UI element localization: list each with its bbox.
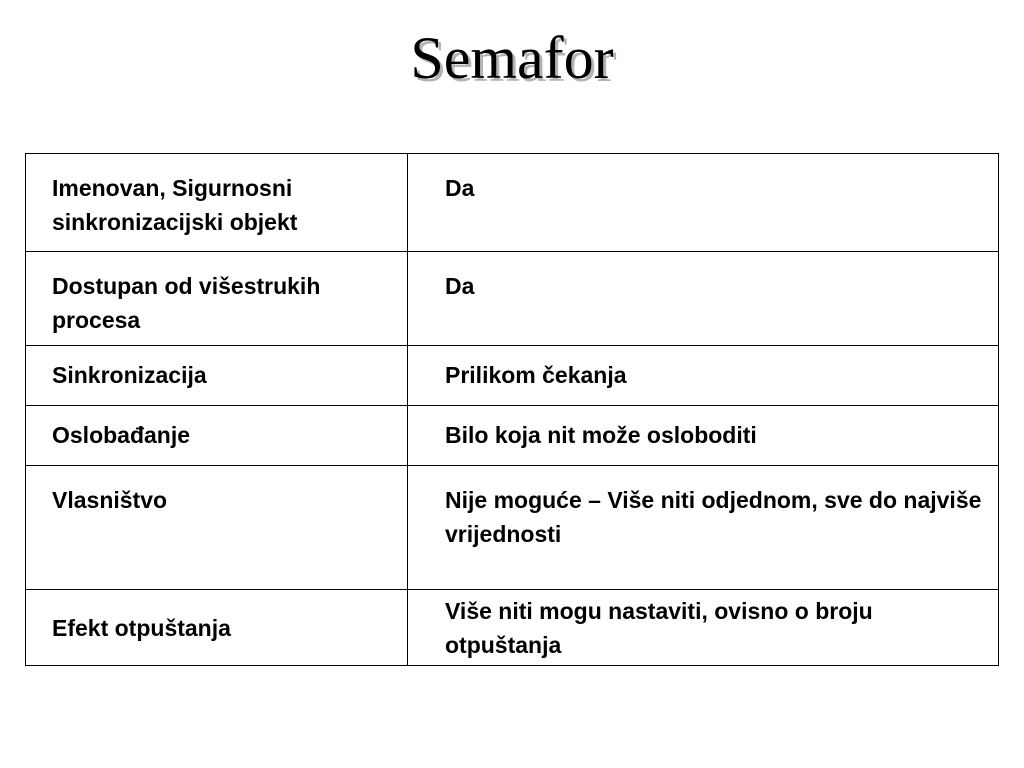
property-cell: Dostupan od višestrukih procesa xyxy=(26,252,408,346)
property-cell: Vlasništvo xyxy=(26,466,408,590)
value-cell: Nije moguće – Više niti odjednom, sve do najviše vrijednosti xyxy=(408,466,999,590)
table-row xyxy=(26,252,999,346)
table-row xyxy=(26,406,999,466)
value-cell: Da xyxy=(408,252,999,346)
value-cell: Da xyxy=(408,154,999,252)
properties-table xyxy=(25,153,999,666)
property-cell: Oslobađanje xyxy=(26,406,408,466)
value-cell: Prilikom čekanja xyxy=(408,346,999,406)
table-row xyxy=(26,346,999,406)
property-cell: Imenovan, Sigurnosni sinkronizacijski objekt xyxy=(26,154,408,252)
table-row xyxy=(26,466,999,590)
table-row xyxy=(26,590,999,666)
property-cell: Efekt otpuštanja xyxy=(26,590,408,666)
value-cell: Više niti mogu nastaviti, ovisno o broju otpuštanja xyxy=(408,590,999,666)
property-cell: Sinkronizacija xyxy=(26,346,408,406)
slide-title: Semafor xyxy=(410,25,614,91)
value-cell: Bilo koja nit može osloboditi xyxy=(408,406,999,466)
table-row xyxy=(26,154,999,252)
